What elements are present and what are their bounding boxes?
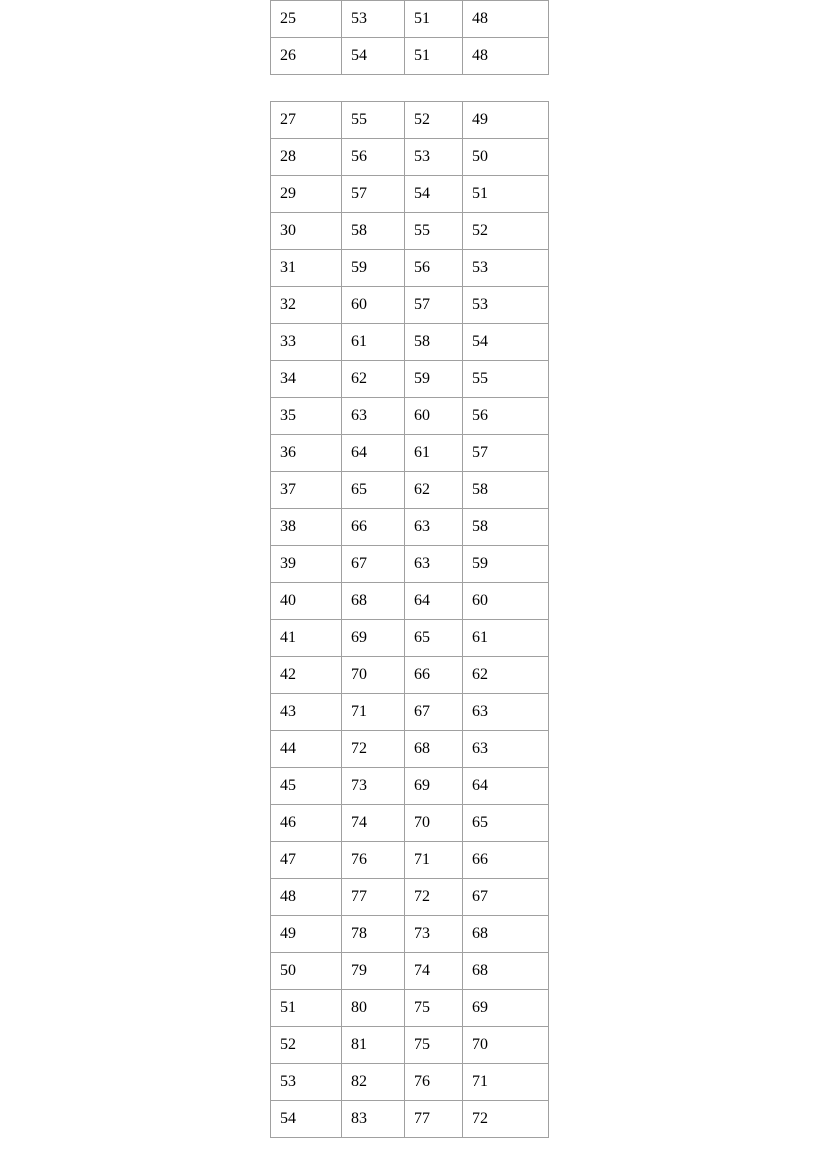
table-cell: 51 [405,1,463,38]
table-cell: 50 [463,139,549,176]
table-cell: 58 [342,213,405,250]
table-cell: 76 [405,1064,463,1101]
table-cell: 70 [342,657,405,694]
table-cell: 58 [463,472,549,509]
table-cell: 75 [405,990,463,1027]
table-cell: 60 [463,583,549,620]
table-cell: 77 [342,879,405,916]
table-cell: 53 [271,1064,342,1101]
table-cell: 68 [342,583,405,620]
table-cell: 56 [405,250,463,287]
table-cell: 56 [342,139,405,176]
table-cell: 27 [271,102,342,139]
table-row [271,324,549,361]
table-cell: 58 [463,509,549,546]
table-cell: 68 [405,731,463,768]
table-cell: 71 [405,842,463,879]
table-cell: 38 [271,509,342,546]
table-cell: 57 [405,287,463,324]
table-cell: 66 [342,509,405,546]
table-cell: 73 [342,768,405,805]
table-body [271,102,549,1138]
table-cell: 64 [405,583,463,620]
table-cell: 32 [271,287,342,324]
table-row [271,1027,549,1064]
table-cell: 53 [463,287,549,324]
table-cell: 50 [271,953,342,990]
table-row [271,1064,549,1101]
table-cell: 71 [463,1064,549,1101]
table-cell: 52 [271,1027,342,1064]
table-row [271,213,549,250]
table-cell: 36 [271,435,342,472]
table-cell: 55 [463,361,549,398]
table-cell: 56 [463,398,549,435]
table-cell: 42 [271,657,342,694]
table-row [271,139,549,176]
data-table-top [270,0,549,75]
table-row [271,916,549,953]
table-cell: 72 [342,731,405,768]
table-row [271,657,549,694]
table-cell: 73 [405,916,463,953]
table-cell: 78 [342,916,405,953]
table-cell: 70 [463,1027,549,1064]
table-cell: 41 [271,620,342,657]
table-cell: 54 [342,38,405,75]
table-cell: 66 [405,657,463,694]
table-cell: 37 [271,472,342,509]
table-cell: 28 [271,139,342,176]
table-body [271,1,549,75]
table-cell: 51 [405,38,463,75]
table-row [271,287,549,324]
table-cell: 74 [405,953,463,990]
table-cell: 48 [271,879,342,916]
table-cell: 49 [463,102,549,139]
table-cell: 77 [405,1101,463,1138]
table-cell: 57 [463,435,549,472]
table-row [271,361,549,398]
table-cell: 48 [463,1,549,38]
table-cell: 65 [405,620,463,657]
table-cell: 74 [342,805,405,842]
table-cell: 52 [463,213,549,250]
table-cell: 51 [271,990,342,1027]
table-cell: 53 [405,139,463,176]
table-row [271,102,549,139]
table-cell: 43 [271,694,342,731]
table-cell: 72 [405,879,463,916]
table-cell: 62 [463,657,549,694]
table-row [271,583,549,620]
table-cell: 51 [463,176,549,213]
table-cell: 72 [463,1101,549,1138]
table-cell: 59 [463,546,549,583]
table-cell: 58 [405,324,463,361]
table-cell: 59 [342,250,405,287]
table-cell: 61 [463,620,549,657]
table-cell: 68 [463,916,549,953]
table-cell: 30 [271,213,342,250]
table-row [271,842,549,879]
table-cell: 81 [342,1027,405,1064]
table-cell: 35 [271,398,342,435]
table-row [271,176,549,213]
table-row [271,805,549,842]
table-cell: 55 [342,102,405,139]
table-cell: 59 [405,361,463,398]
table-cell: 39 [271,546,342,583]
table-cell: 63 [463,694,549,731]
table-cell: 60 [405,398,463,435]
table-cell: 63 [405,509,463,546]
table-cell: 61 [405,435,463,472]
table-cell: 63 [463,731,549,768]
table-cell: 75 [405,1027,463,1064]
table-cell: 52 [405,102,463,139]
table-row [271,879,549,916]
table-cell: 54 [405,176,463,213]
table-cell: 76 [342,842,405,879]
table-row [271,435,549,472]
table-row [271,250,549,287]
table-cell: 71 [342,694,405,731]
table-cell: 57 [342,176,405,213]
table-row [271,620,549,657]
table-row [271,509,549,546]
table-cell: 66 [463,842,549,879]
table-cell: 47 [271,842,342,879]
table-cell: 31 [271,250,342,287]
table-cell: 55 [405,213,463,250]
table-cell: 64 [342,435,405,472]
table-row [271,768,549,805]
table-cell: 26 [271,38,342,75]
table-cell: 33 [271,324,342,361]
table-cell: 82 [342,1064,405,1101]
table-cell: 40 [271,583,342,620]
table-cell: 29 [271,176,342,213]
table-row [271,546,549,583]
table-cell: 79 [342,953,405,990]
table-row [271,38,549,75]
table-row [271,1,549,38]
table-cell: 46 [271,805,342,842]
table-row [271,472,549,509]
table-row [271,398,549,435]
table-cell: 67 [463,879,549,916]
table-cell: 53 [342,1,405,38]
table-cell: 25 [271,1,342,38]
table-cell: 60 [342,287,405,324]
table-cell: 67 [342,546,405,583]
table-cell: 65 [463,805,549,842]
table-cell: 45 [271,768,342,805]
table-cell: 69 [463,990,549,1027]
table-cell: 61 [342,324,405,361]
table-cell: 54 [271,1101,342,1138]
table-cell: 65 [342,472,405,509]
table-cell: 83 [342,1101,405,1138]
table-cell: 67 [405,694,463,731]
table-cell: 80 [342,990,405,1027]
table-cell: 44 [271,731,342,768]
table-cell: 64 [463,768,549,805]
table-cell: 54 [463,324,549,361]
table-row [271,990,549,1027]
table-row [271,953,549,990]
table-cell: 63 [342,398,405,435]
table-cell: 62 [342,361,405,398]
table-cell: 63 [405,546,463,583]
table-cell: 68 [463,953,549,990]
table-cell: 69 [342,620,405,657]
table-cell: 69 [405,768,463,805]
table-cell: 34 [271,361,342,398]
table-cell: 49 [271,916,342,953]
table-cell: 70 [405,805,463,842]
table-row [271,694,549,731]
table-cell: 53 [463,250,549,287]
table-cell: 48 [463,38,549,75]
data-table-bottom [270,101,549,1138]
table-cell: 62 [405,472,463,509]
table-row [271,731,549,768]
table-row [271,1101,549,1138]
